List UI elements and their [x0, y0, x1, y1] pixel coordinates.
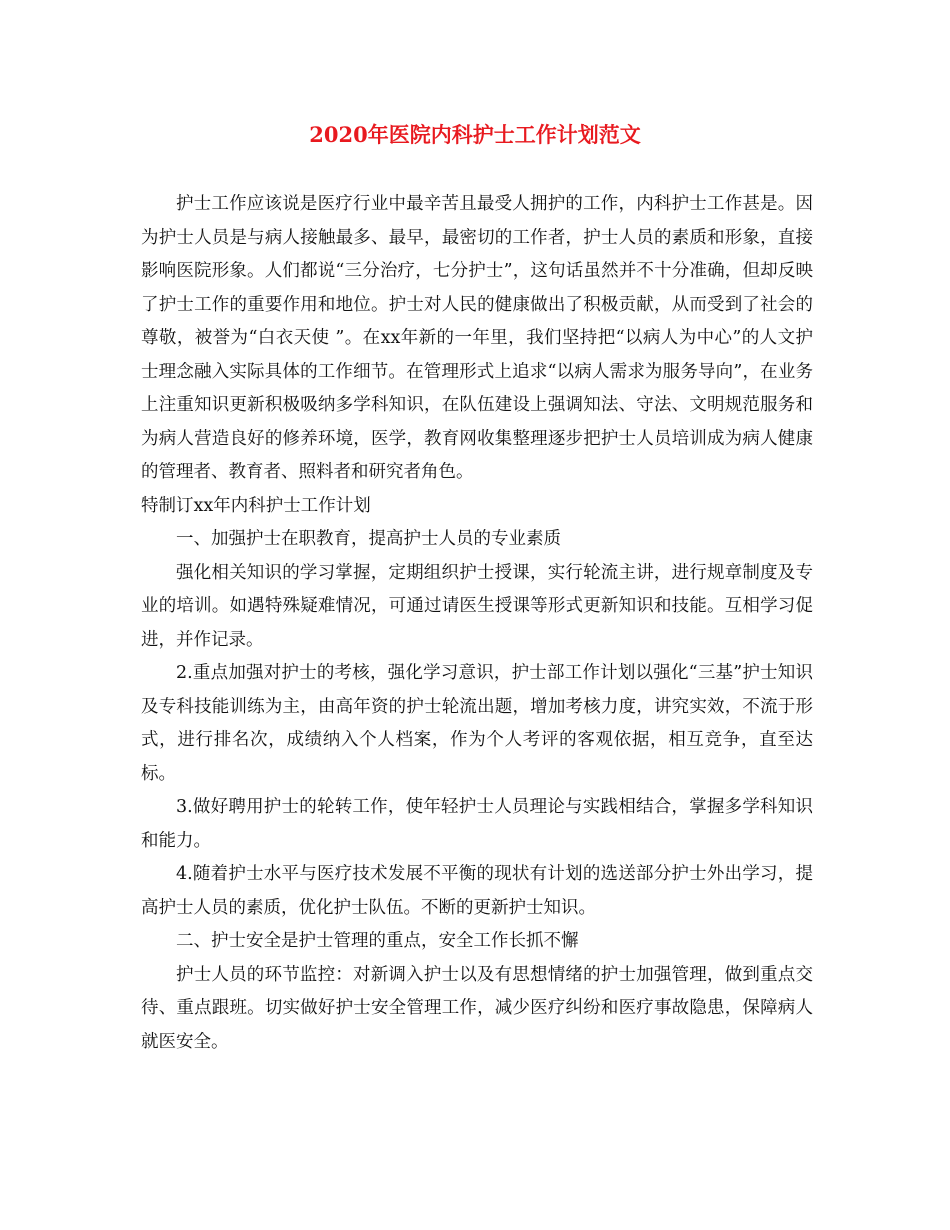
paragraph-1-2: 2.重点加强对护士的考核，强化学习意识，护士部工作计划以强化“三基”护士知识及专科技能训练为主，由高年资的护士轮流出题，增加考核力度，讲究实效，不流于形式，进行排名次，成绩纳入个人档案，作为个人考评的客观依据，相互竞争，直至达标。	[141, 663, 813, 784]
section-heading-2: 二、护士安全是护士管理的重点，安全工作长抓不懈	[176, 931, 579, 951]
paragraph-1-3: 3.做好聘用护士的轮转工作，使年轻护士人员理论与实践相结合，掌握多学科知识和能力。	[141, 797, 813, 851]
document-title: 2020年医院内科护士工作计划范文	[309, 122, 641, 147]
paragraph-intro: 护士工作应该说是医疗行业中最辛苦且最受人拥护的工作，内科护士工作甚是。因为护士人员是与病人接触最多、最早，最密切的工作者，护士人员的素质和形象，直接影响医院形象。人们都说“三分治疗，七分护士”，这句话虽然并不十分准确，但却反映了护士工作的重要作用和地位。护士对人民的健康做出了积极贡献，从而受到了社会的尊敬，被誉为“白衣天使 ”。在xx年新的一年里，我们坚持把“以病人为中心”的人文护士理念融入实际具体的工作细节。在管理形式上追求“以病人需求为服务导向”，在业务上注重知识更新积极吸纳多学科知识，在队伍建设上强调知法、守法、文明规范服务和为病人营造良好的修养环境，医学，教育网收集整理逐步把护士人员培训成为病人健康的管理者、教育者、照料者和研究者角色。	[141, 194, 813, 482]
section-heading-1: 一、加强护士在职教育，提高护士人员的专业素质	[176, 529, 561, 549]
paragraph-1-1: 强化相关知识的学习掌握，定期组织护士授课，实行轮流主讲，进行规章制度及专业的培训。如遇特殊疑难情况，可通过请医生授课等形式更新知识和技能。互相学习促进，并作记录。	[141, 562, 813, 650]
paragraph-2-1: 护士人员的环节监控：对新调入护士以及有思想情绪的护士加强管理，做到重点交待、重点跟班。切实做好护士安全管理工作，减少医疗纠纷和医疗事故隐患，保障病人就医安全。	[141, 964, 813, 1052]
paragraph-plan-heading: 特制订xx年内科护士工作计划	[141, 495, 371, 516]
paragraph-1-4: 4.随着护士水平与医疗技术发展不平衡的现状有计划的选送部分护士外出学习，提高护士人员的素质，优化护士队伍。不断的更新护士知识。	[141, 864, 813, 918]
document-body	[141, 188, 813, 1059]
